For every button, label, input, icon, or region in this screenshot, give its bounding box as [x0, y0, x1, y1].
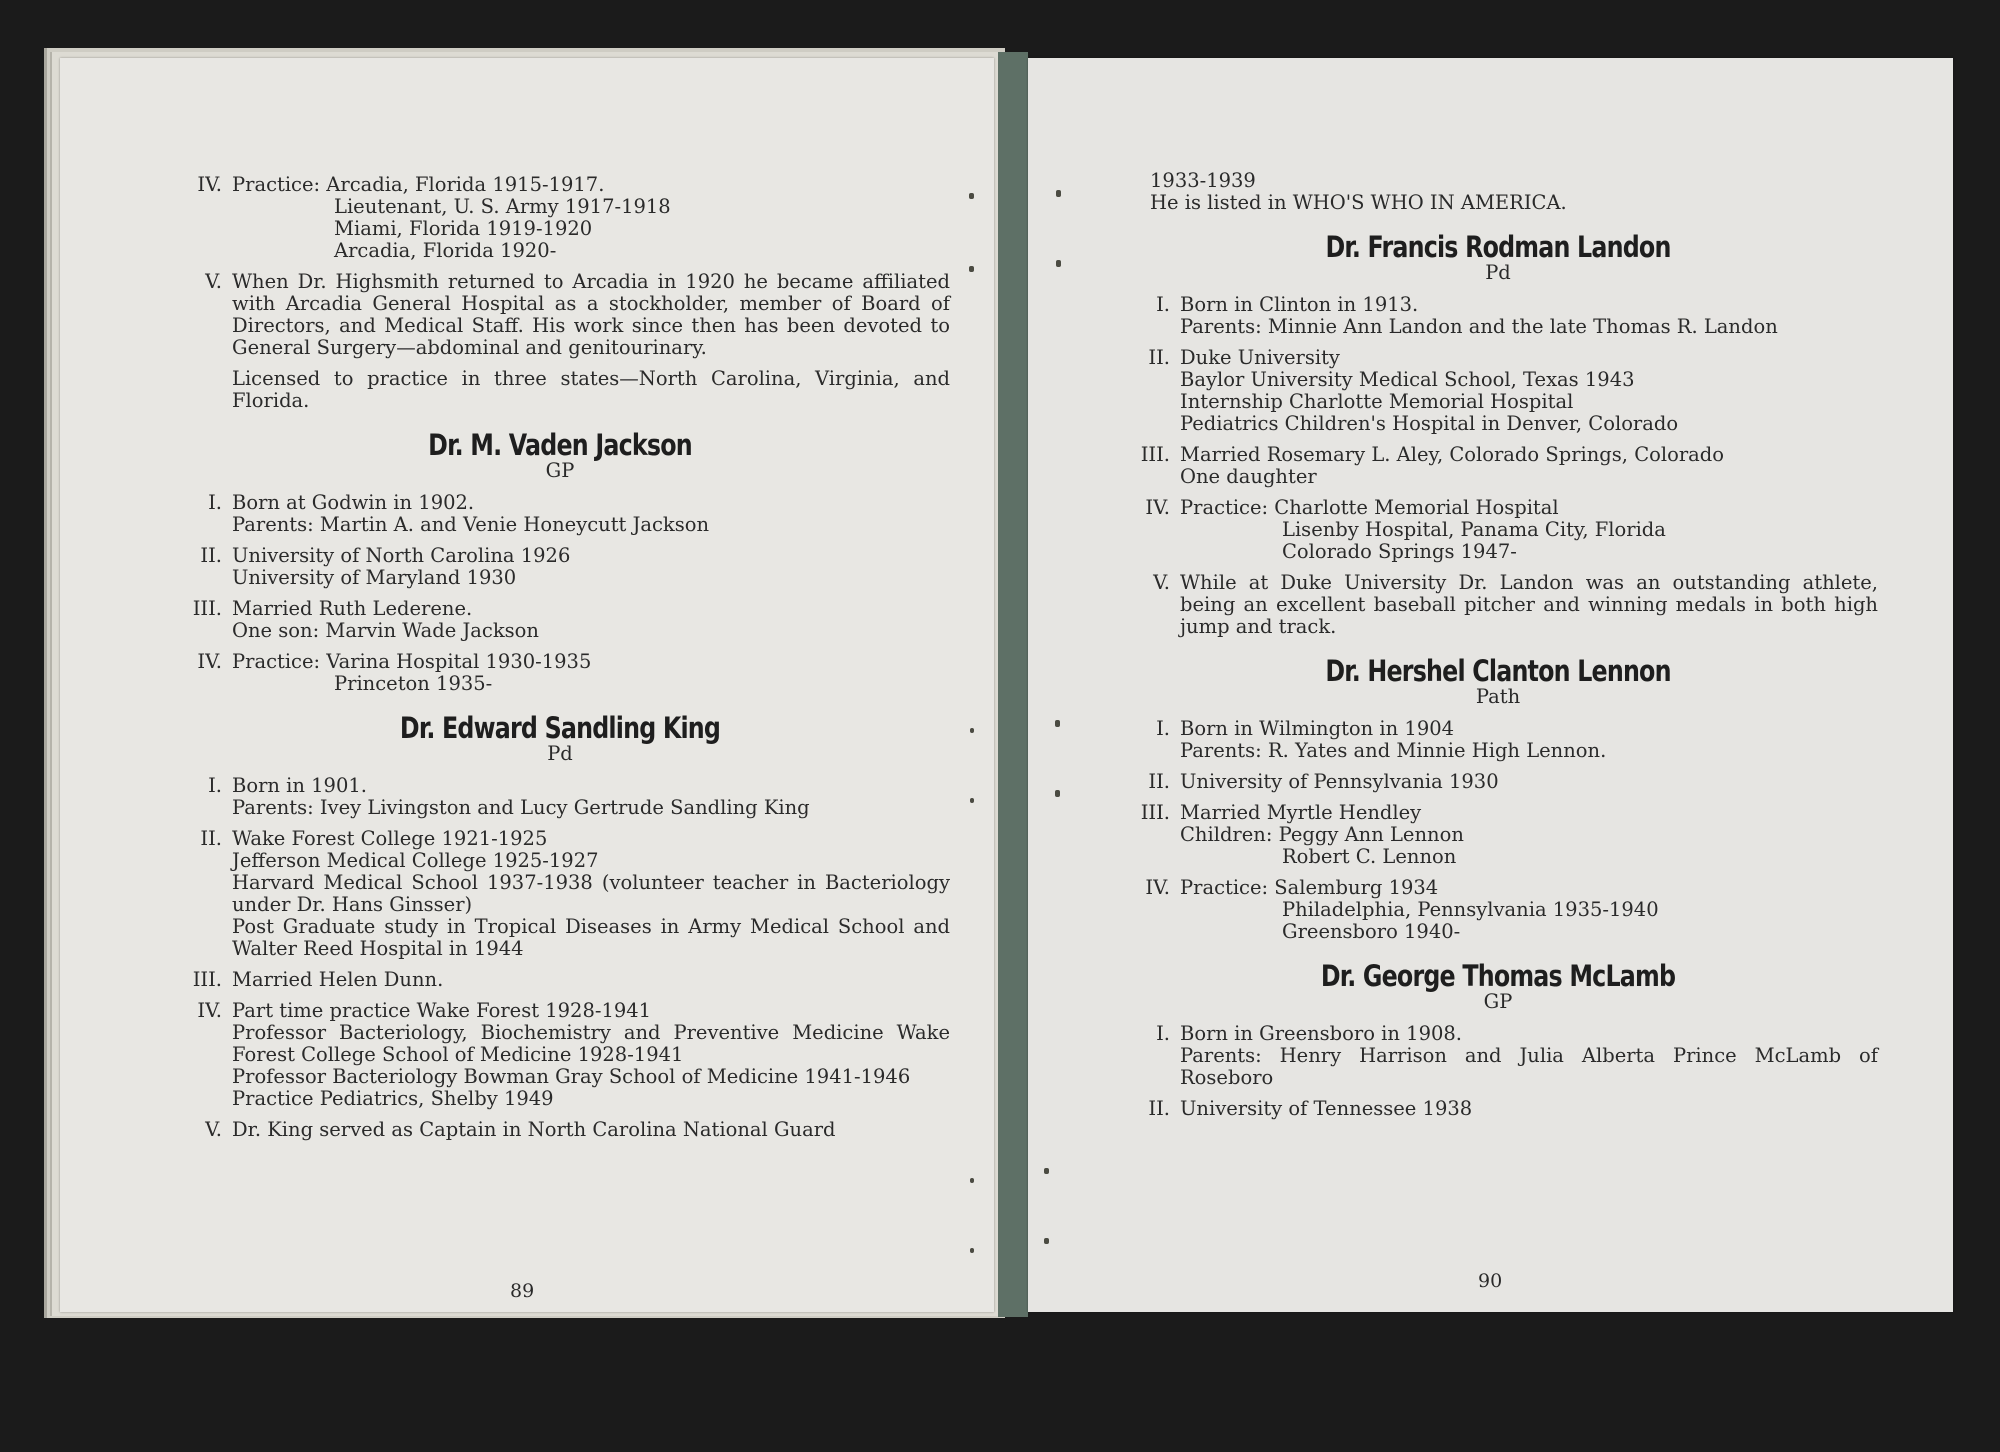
roman-numeral: IV.	[197, 173, 222, 196]
doctor-heading: Dr. Hershel Clanton Lennon	[1325, 654, 1671, 688]
doctor-heading: Dr. George Thomas McLamb	[1320, 959, 1676, 993]
section-i	[1118, 718, 1878, 762]
text-line: Parents: R. Yates and Minnie High Lennon.	[1180, 739, 1607, 762]
text-line: University of North Carolina 1926	[232, 544, 571, 567]
roman-numeral: V.	[205, 1118, 222, 1141]
doctor-heading: Dr. M. Vaden Jackson	[428, 428, 692, 462]
doctor-heading: Dr. Francis Rodman Landon	[1325, 230, 1671, 264]
text-line: Parents: Martin A. and Venie Honeycutt Jackson	[232, 513, 710, 536]
text-line: Arcadia, Florida 1920-	[334, 239, 557, 262]
text-line: Baylor University Medical School, Texas 1943	[1180, 368, 1635, 391]
roman-numeral: I.	[1156, 717, 1170, 740]
punch-hole	[1044, 1238, 1049, 1244]
section-i	[170, 775, 950, 819]
text-line: Children: Peggy Ann Lennon	[1180, 823, 1464, 846]
roman-numeral: III.	[192, 597, 222, 620]
text-line: Professor Bacteriology, Biochemistry and Preventive Medicine Wake Forest College School of Medicine 1928-1941	[232, 1021, 950, 1066]
section-ii	[1118, 771, 1878, 793]
punch-hole	[970, 798, 974, 803]
text-line: Lieutenant, U. S. Army 1917-1918	[334, 195, 671, 218]
punch-hole	[1055, 790, 1060, 797]
text-line: Practice Pediatrics, Shelby 1949	[232, 1087, 554, 1110]
specialty-label: Pd	[547, 742, 573, 765]
book-binding	[998, 52, 1028, 1317]
text-line: One son: Marvin Wade Jackson	[232, 619, 539, 642]
text-line: Robert C. Lennon	[1282, 845, 1457, 868]
page-number: 90	[1478, 1270, 1503, 1292]
specialty-label: Path	[1475, 685, 1521, 708]
text-line: Born in Clinton in 1913.	[1180, 293, 1419, 316]
doctor-heading: Dr. Edward Sandling King	[399, 711, 721, 745]
text-line: Married Myrtle Hendley	[1180, 801, 1422, 824]
roman-numeral: II.	[200, 544, 222, 567]
text-line: Princeton 1935-	[334, 672, 493, 695]
text-line: Pediatrics Children's Hospital in Denver, Colorado	[1180, 412, 1679, 435]
text-line: Harvard Medical School 1937-1938 (volunteer teacher in Bacteriology under Dr. Hans Ginsser)	[232, 871, 950, 916]
text-line: Practice: Charlotte Memorial Hospital	[1180, 496, 1559, 519]
right-page-content	[1118, 170, 1878, 1129]
text-line: Dr. King served as Captain in North Carolina National Guard	[232, 1118, 836, 1141]
text-paragraph: While at Duke University Dr. Landon was an outstanding athlete, being an excellent baseball pitcher and winning medals in both high jump and track.	[1180, 571, 1878, 638]
punch-hole	[1044, 1168, 1049, 1174]
section-iv	[170, 651, 950, 695]
page-number: 89	[510, 1280, 535, 1302]
king-continued	[1118, 170, 1878, 214]
section-ii	[1118, 1098, 1878, 1120]
specialty-label: Pd	[1485, 261, 1511, 284]
text-paragraph: When Dr. Highsmith returned to Arcadia in 1920 he became affiliated with Arcadia General Hospital as a stockholder, member of Board of Directors, and Medical Staff. His work since then has been devoted to General Surgery—abdominal and genitourinary.	[232, 270, 950, 359]
section-iii	[1118, 444, 1878, 488]
text-line: Miami, Florida 1919-1920	[334, 217, 593, 240]
punch-hole	[969, 193, 974, 199]
text-line: Greensboro 1940-	[1282, 920, 1461, 943]
punch-hole	[1055, 720, 1060, 727]
left-page	[60, 58, 994, 1312]
section-iv	[1118, 877, 1878, 943]
section-v	[1118, 572, 1878, 638]
punch-hole	[969, 266, 974, 272]
section-iii	[1118, 802, 1878, 868]
text-line: Practice: Varina Hospital 1930-1935	[232, 650, 592, 673]
punch-hole	[1056, 260, 1061, 267]
roman-numeral: IV.	[1145, 876, 1170, 899]
section-iv	[1118, 497, 1878, 563]
text-line: Wake Forest College 1921-1925	[232, 827, 548, 850]
text-line: Married Helen Dunn.	[232, 968, 444, 991]
roman-numeral: II.	[1148, 1097, 1170, 1120]
roman-numeral: III.	[1140, 443, 1170, 466]
text-line: Lisenby Hospital, Panama City, Florida	[1282, 518, 1666, 541]
left-page-content	[170, 174, 950, 1150]
roman-numeral: II.	[1148, 770, 1170, 793]
roman-numeral: IV.	[197, 999, 222, 1022]
text-line: Professor Bacteriology Bowman Gray School of Medicine 1941-1946	[232, 1065, 911, 1088]
text-line: Born in Greensboro in 1908.	[1180, 1022, 1462, 1045]
right-page	[1028, 58, 1953, 1312]
text-line: University of Tennessee 1938	[1180, 1097, 1473, 1120]
roman-numeral: III.	[1140, 801, 1170, 824]
roman-numeral: I.	[208, 774, 222, 797]
text-line: Colorado Springs 1947-	[1282, 540, 1517, 563]
section-ii	[170, 828, 950, 960]
section-iii	[170, 598, 950, 642]
roman-numeral: I.	[1156, 293, 1170, 316]
roman-numeral: IV.	[1145, 496, 1170, 519]
punch-hole	[970, 1248, 974, 1253]
text-line: Born in Wilmington in 1904	[1180, 717, 1455, 740]
section-iv	[170, 1000, 950, 1110]
text-line: Parents: Minnie Ann Landon and the late Thomas R. Landon	[1180, 315, 1778, 338]
roman-numeral: II.	[200, 827, 222, 850]
roman-numeral: III.	[192, 968, 222, 991]
licensed-paragraph: Licensed to practice in three states—North Carolina, Virginia, and Florida.	[232, 367, 950, 412]
text-line: Duke University	[1180, 346, 1340, 369]
roman-numeral: II.	[1148, 346, 1170, 369]
roman-numeral: IV.	[197, 650, 222, 673]
section-iii	[170, 969, 950, 991]
text-line: Internship Charlotte Memorial Hospital	[1180, 390, 1574, 413]
text-line: Philadelphia, Pennsylvania 1935-1940	[1282, 898, 1659, 921]
section-i	[1118, 1023, 1878, 1089]
roman-numeral: V.	[1153, 571, 1170, 594]
text-line: Married Ruth Lederene.	[232, 597, 473, 620]
text-line: Married Rosemary L. Aley, Colorado Springs, Colorado	[1180, 443, 1725, 466]
text-line: 1933-1939	[1150, 169, 1256, 192]
section-i	[170, 492, 950, 536]
text-line: He is listed in WHO'S WHO IN AMERICA.	[1150, 191, 1567, 214]
text-line: One daughter	[1180, 465, 1317, 488]
text-line: Born at Godwin in 1902.	[232, 491, 475, 514]
section-ii	[1118, 347, 1878, 435]
roman-numeral: I.	[208, 491, 222, 514]
punch-hole	[970, 1178, 974, 1183]
text-line: Post Graduate study in Tropical Diseases in Army Medical School and Walter Reed Hospital in 1944	[232, 915, 950, 960]
text-line: Born in 1901.	[232, 774, 367, 797]
text-line: Parents: Henry Harrison and Julia Alberta Prince McLamb of Roseboro	[1180, 1044, 1878, 1089]
roman-numeral: I.	[1156, 1022, 1170, 1045]
section-ii	[170, 545, 950, 589]
text-line: Practice: Salemburg 1934	[1180, 876, 1439, 899]
section-i	[1118, 294, 1878, 338]
specialty-label: GP	[1483, 990, 1513, 1013]
text-line: Practice: Arcadia, Florida 1915-1917.	[232, 173, 605, 196]
specialty-label: GP	[545, 459, 575, 482]
punch-hole	[1056, 190, 1061, 197]
roman-numeral: V.	[205, 270, 222, 293]
text-line: Jefferson Medical College 1925-1927	[232, 849, 599, 872]
text-line: Parents: Ivey Livingston and Lucy Gertrude Sandling King	[232, 796, 810, 819]
section-v	[170, 271, 950, 359]
punch-hole	[970, 728, 974, 733]
text-line: University of Pennsylvania 1930	[1180, 770, 1499, 793]
text-line: University of Maryland 1930	[232, 566, 517, 589]
section-v	[170, 1119, 950, 1141]
text-line: Part time practice Wake Forest 1928-1941	[232, 999, 652, 1022]
practice-section	[170, 174, 950, 262]
